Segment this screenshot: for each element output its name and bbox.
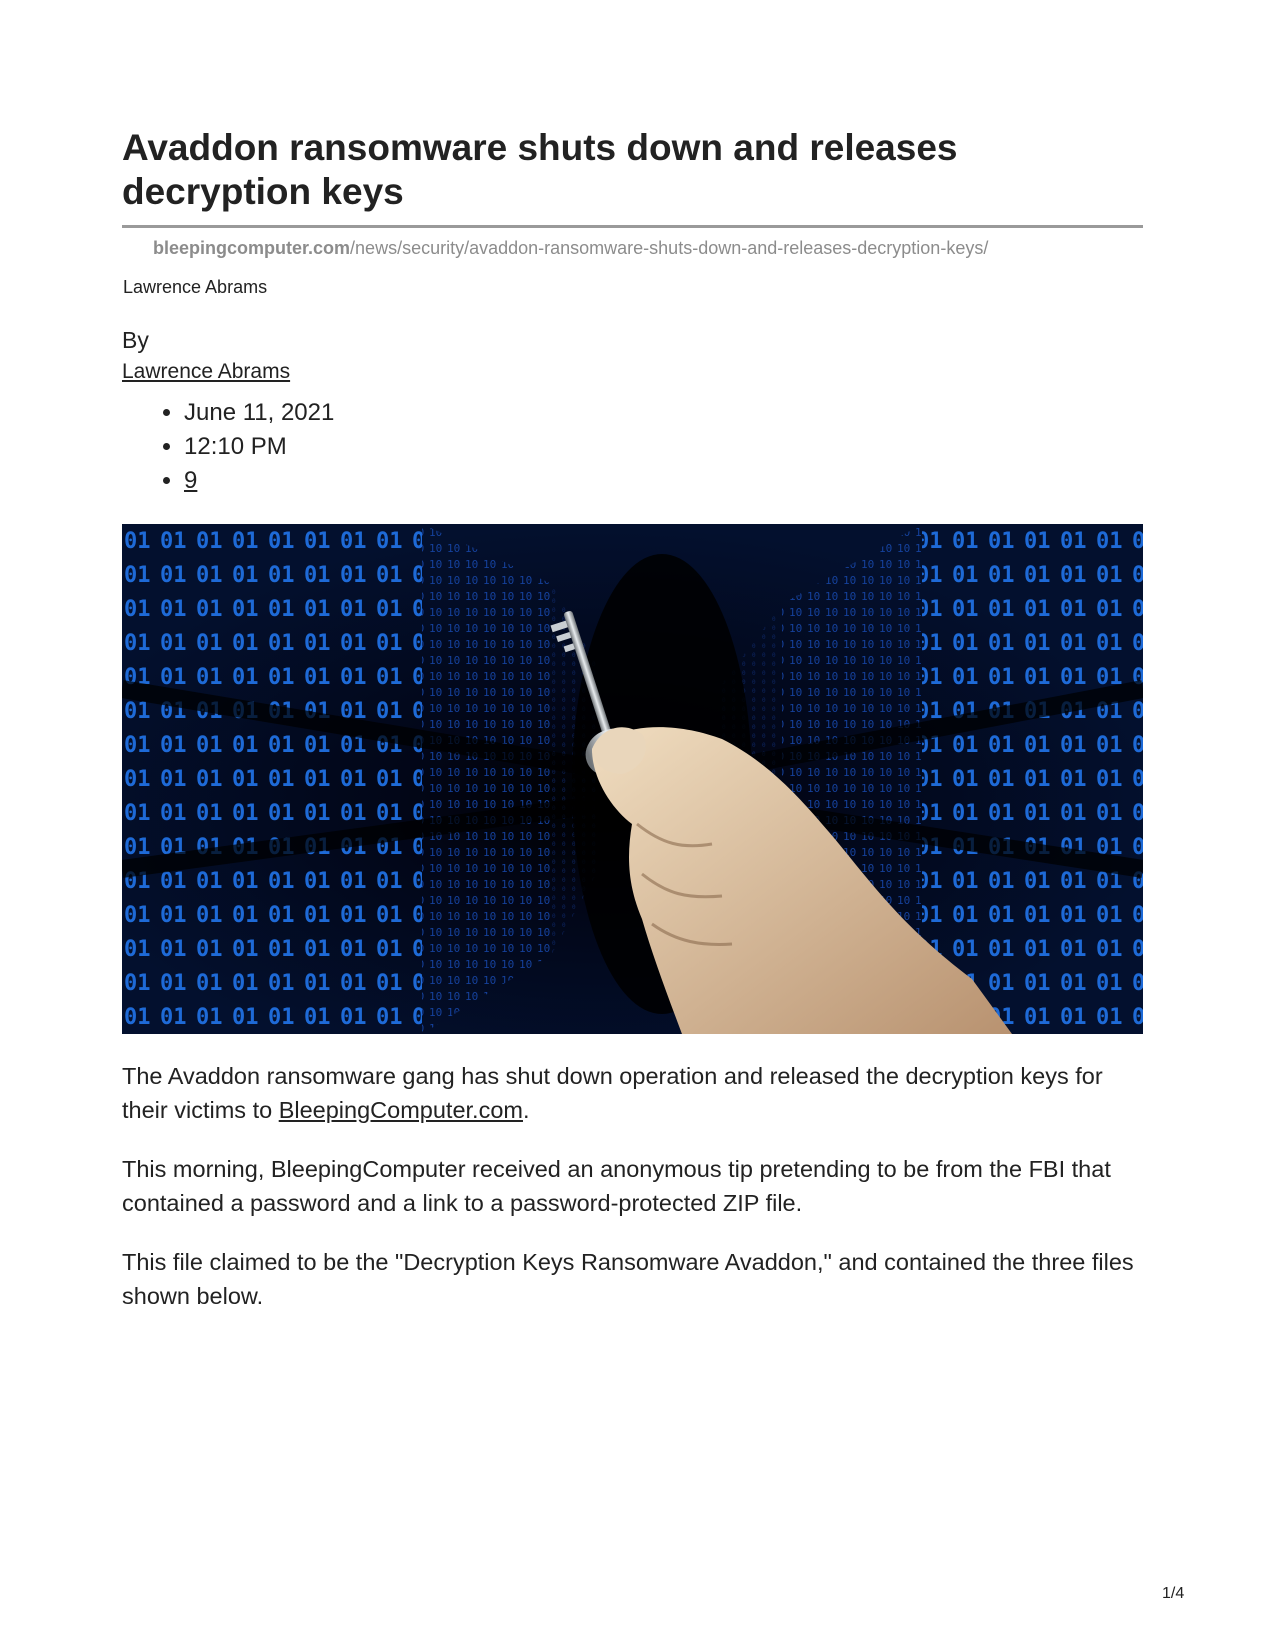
source-url[interactable] xyxy=(153,238,988,259)
comments-count-item xyxy=(184,464,334,498)
bleepingcomputer-link[interactable]: BleepingComputer.com xyxy=(278,1097,523,1123)
hand-holding-key-icon xyxy=(122,524,1143,1034)
by-label: By xyxy=(122,327,149,353)
source-domain: bleepingcomputer.com xyxy=(153,238,351,258)
author-link[interactable]: Lawrence Abrams xyxy=(122,360,291,383)
comments-link[interactable]: 9 xyxy=(184,467,198,494)
publish-date: • June 11, 2021 xyxy=(184,396,334,430)
paragraph-3: This file claimed to be the "Decryption Keys Ransomware Avaddon," and contained the three files shown below. xyxy=(122,1249,1134,1309)
author-name-top: Lawrence Abrams xyxy=(123,277,268,297)
title-divider xyxy=(122,225,1143,228)
publish-time: • 12:10 PM xyxy=(184,430,334,464)
hero-image xyxy=(122,524,1143,1034)
paragraph-1 xyxy=(122,1059,1143,1127)
paragraph-1-text: The Avaddon ransomware gang has shut down operation and released the decryption keys for their victims to xyxy=(122,1063,1103,1123)
page-number: 1/4 xyxy=(1162,1585,1185,1602)
source-path: /news/security/avaddon-ransomware-shuts-down-and-releases-decryption-keys/ xyxy=(350,238,989,258)
paragraph-2: This morning, BleepingComputer received an anonymous tip pretending to be from the FBI that contained a password and a link to a password-protected ZIP file. xyxy=(122,1156,1111,1216)
article-title: Avaddon ransomware shuts down and releases decryption keys xyxy=(122,127,958,212)
paragraph-1-end: . xyxy=(522,1097,530,1123)
article-meta-list xyxy=(122,396,334,498)
